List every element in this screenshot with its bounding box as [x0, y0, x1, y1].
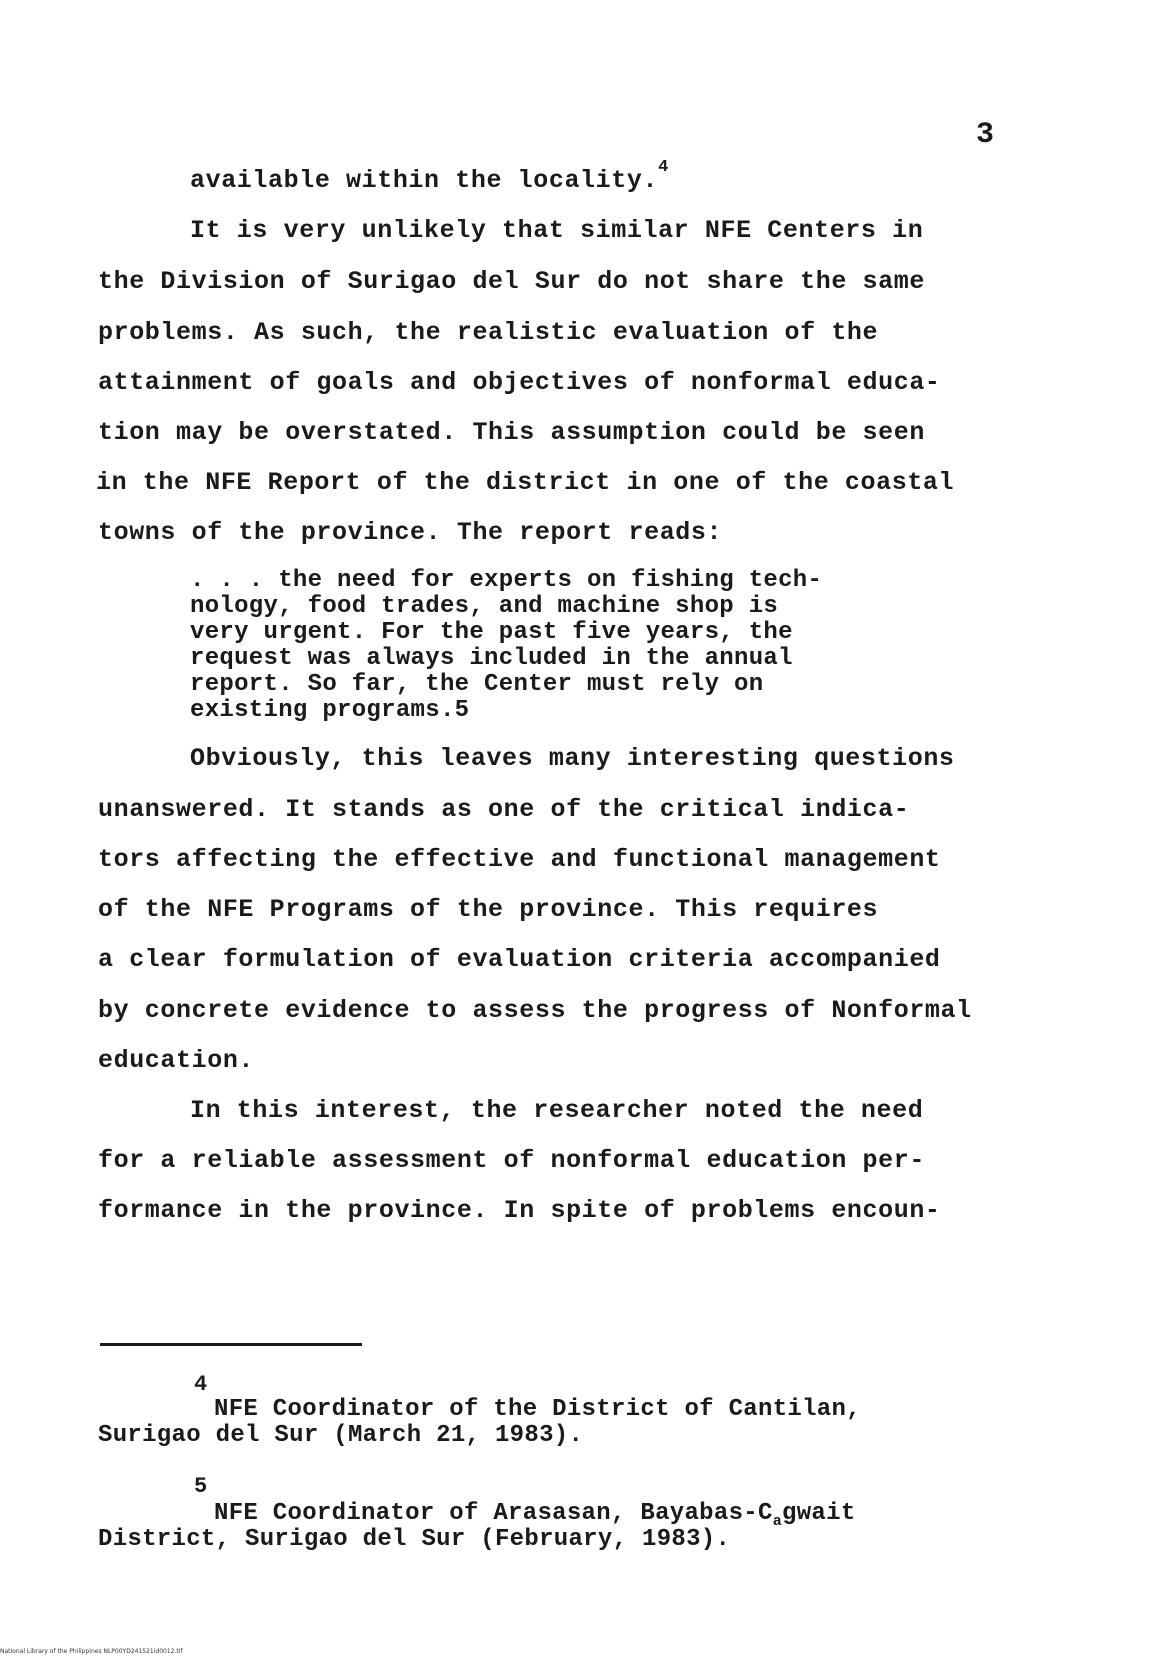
footnote-text: NFE Coordinator of Arasasan, Bayabas-C: [214, 1500, 773, 1527]
body-line: tors affecting the effective and functional management: [98, 845, 941, 874]
footnote-reference: 4: [658, 158, 669, 177]
quote-line: nology, food trades, and machine shop is: [190, 593, 779, 620]
body-line: the Division of Surigao del Sur do not share the same: [98, 267, 925, 296]
footnote-subscript: a: [772, 1512, 783, 1530]
body-line: It is very unlikely that similar NFE Centers in: [190, 216, 924, 245]
footnote-separator: [100, 1343, 362, 1346]
body-line: formance in the province. In spite of problems encoun-: [98, 1196, 941, 1225]
body-line: unanswered. It stands as one of the critical indica-: [98, 795, 910, 824]
body-line: a clear formulation of evaluation criteria accompanied: [98, 945, 941, 974]
footnote-line: District, Surigao del Sur (February, 1983).: [98, 1526, 731, 1553]
archive-stamp: National Library of the Philippines NLP00YD241521id0012.tif: [0, 1648, 183, 1655]
body-line-text: available within the locality.: [190, 166, 659, 195]
body-line: by concrete evidence to assess the progress of Nonformal: [98, 996, 972, 1025]
footnote-mark: 4: [194, 1372, 208, 1397]
footnote-line: NFE Coordinator of the District of Cantilan,: [214, 1396, 861, 1423]
body-line: [190, 158, 669, 195]
body-line: tion may be overstated. This assumption could be seen: [98, 418, 925, 447]
quote-line: report. So far, the Center must rely on: [190, 671, 764, 698]
body-line: Obviously, this leaves many interesting questions: [190, 744, 955, 773]
body-line: attainment of goals and objectives of nonformal educa-: [98, 368, 941, 397]
body-line: of the NFE Programs of the province. This requires: [98, 895, 879, 924]
quote-line: . . . the need for experts on fishing tech-: [190, 567, 823, 594]
quote-line: [190, 698, 469, 724]
body-line: education.: [98, 1046, 255, 1075]
quote-line: request was always included in the annual: [190, 645, 793, 672]
footnote-text: gwait: [782, 1500, 856, 1527]
body-line: towns of the province. The report reads:: [98, 518, 723, 547]
body-line: for a reliable assessment of nonformal education per-: [98, 1146, 925, 1175]
footnote-reference: 5: [454, 697, 470, 724]
body-line: In this interest, the researcher noted the need: [190, 1096, 924, 1125]
quote-line: very urgent. For the past five years, the: [190, 619, 793, 646]
body-line: in the NFE Report of the district in one of the coastal: [96, 468, 955, 497]
page-number: 3: [976, 118, 995, 152]
body-line: problems. As such, the realistic evaluation of the: [98, 318, 879, 347]
footnote-line: Surigao del Sur (March 21, 1983).: [98, 1422, 584, 1449]
footnote-mark: 5: [194, 1474, 208, 1499]
quote-line-text: existing programs.: [190, 697, 455, 724]
